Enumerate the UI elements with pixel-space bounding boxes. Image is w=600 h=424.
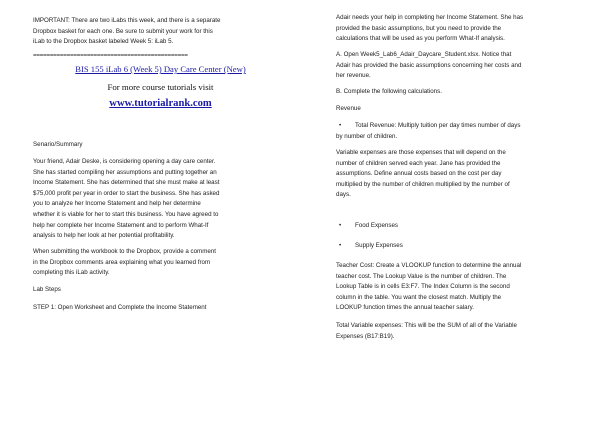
scenario-line-8: analysis to help her look at her potential profitability. — [33, 232, 175, 240]
total-revenue-bullet — [336, 121, 520, 132]
food-expenses-label: Food Expenses — [355, 222, 398, 229]
total-variable-line-2: Expenses (B17:B19). — [336, 332, 395, 340]
bullet-icon: • — [339, 122, 342, 129]
separator-line: ============================================== — [33, 52, 188, 59]
bullet-icon: • — [339, 242, 342, 249]
scenario-line-1: Your friend, Adair Deske, is considering opening a day care center. — [33, 158, 216, 165]
scenario-line-2: She has started compiling her assumptions and putting together an — [33, 168, 217, 176]
variable-expenses-line-3: assumptions. Define annual costs based on the cost per day — [336, 170, 502, 178]
scenario-heading: Senario/Summary — [33, 141, 83, 148]
variable-expenses-line-1: Variable expenses are those expenses that will depend on the — [336, 149, 506, 156]
variable-expenses-line-2: number of children served each year. Jane has provided the — [336, 159, 501, 167]
teacher-cost-line-2: teacher cost. The Lookup Value is the number of children. The — [336, 272, 507, 280]
scenario-line-4: $75,000 profit per year in order to start the business. She has asked — [33, 189, 220, 197]
scenario-line-6: whether it is viable for her to start this business. You have agreed to — [33, 211, 219, 218]
important-line-1: IMPORTANT: There are two iLabs this week, and there is a separate — [33, 17, 221, 24]
website-link[interactable]: www.tutorialrank.com — [109, 98, 212, 109]
teacher-cost-line-3: Lookup Table is in cells E3:F7. The Index Column is the second — [336, 283, 510, 291]
step-b-line: B. Complete the following calculations. — [336, 88, 442, 95]
step-a-line-2: Adair has provided the basic assumptions concerning her costs and — [336, 61, 522, 69]
total-revenue-line-2: by number of children. — [336, 132, 398, 140]
step-a-line-1: A. Open Week5_Lab6_Adair_Daycare_Student.xlsx. Notice that — [336, 51, 512, 58]
important-line-2: Dropbox basket for each one. Be sure to submit your work for this — [33, 27, 213, 35]
food-expenses-bullet — [336, 221, 398, 232]
important-line-3: iLab to the Dropbox basket labeled Week 5: iLab 5. — [33, 38, 174, 46]
variable-expenses-line-4: multiplied by the number of children multiplied by the number of — [336, 180, 510, 188]
supply-expenses-label: Supply Expenses — [355, 242, 403, 249]
revenue-heading: Revenue — [336, 105, 361, 112]
intro-line-1: Adair needs your help in completing her Income Statement. She has — [336, 14, 524, 21]
scenario-line-7: help her complete her Income Statement and to perform What-If — [33, 221, 209, 229]
more-tutorials-text: For more course tutorials visit — [107, 82, 214, 92]
lab-steps-heading: Lab Steps — [33, 286, 61, 293]
bullet-icon: • — [339, 222, 342, 229]
intro-line-3: calculations that will be used as you perform What-If analysis. — [336, 35, 505, 43]
step-1-heading: STEP 1: Open Worksheet and Complete the Income Statement — [33, 304, 207, 311]
teacher-cost-line-1: Teacher Cost: Create a VLOOKUP function to determine the annual — [336, 262, 522, 269]
total-variable-line-1: Total Variable expenses: This will be the SUM of all of the Variable — [336, 322, 517, 329]
submit-line-2: in the Dropbox comments area explaining what you learned from — [33, 258, 211, 266]
scenario-line-3: Income Statement. She has determined that she must make at least — [33, 179, 220, 187]
supply-expenses-bullet — [336, 241, 403, 252]
submit-line-3: completing this iLab activity. — [33, 269, 110, 277]
scenario-line-5: you to analyze her Income Statement and help her determine — [33, 200, 201, 208]
intro-line-2: provided the basic assumptions, but you need to provide the — [336, 24, 502, 32]
teacher-cost-line-4: column in the table. You want the closest match. Multiply the — [336, 293, 502, 301]
teacher-cost-line-5: LOOKUP function times the annual teacher salary. — [336, 304, 475, 312]
total-revenue-line-1: Total Revenue: Multiply tuition per day times number of days — [355, 122, 521, 129]
step-a-line-3: her revenue. — [336, 72, 371, 80]
submit-line-1: When submitting the workbook to the Dropbox, provide a comment — [33, 248, 216, 255]
course-title-link[interactable]: BIS 155 iLab 6 (Week 5) Day Care Center (New) — [75, 64, 246, 74]
variable-expenses-line-5: days. — [336, 191, 351, 199]
